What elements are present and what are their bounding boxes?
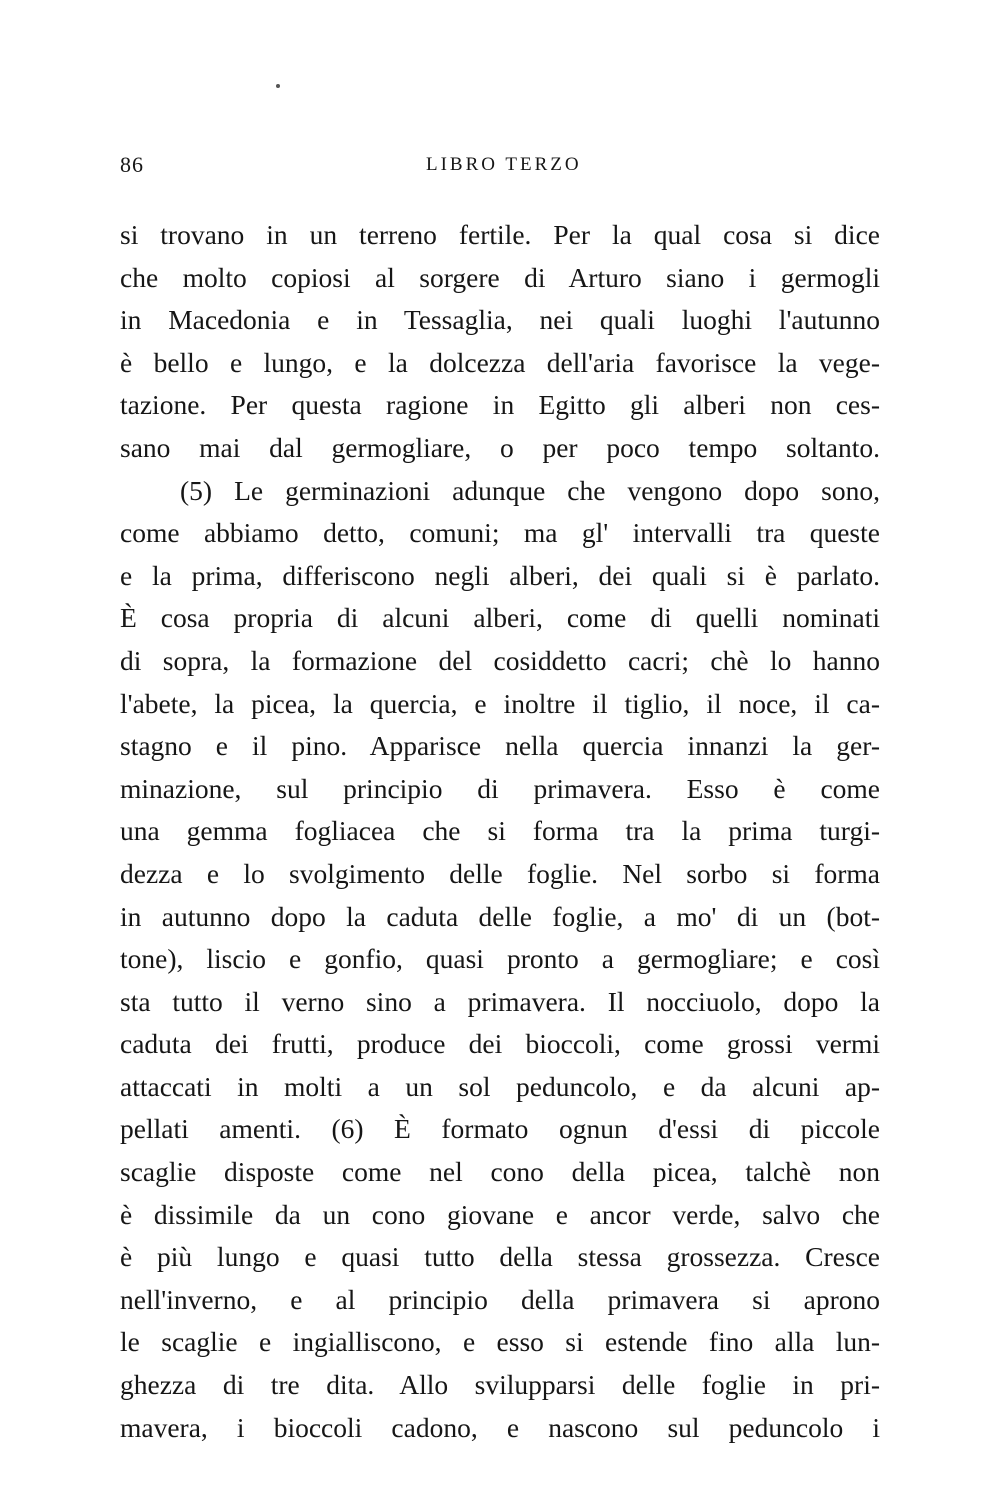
text-line: attaccati in molti a un sol peduncolo, e da alcuni ap- — [120, 1070, 880, 1102]
text-line: le scaglie e ingialliscono, e esso si estende fino alla lun- — [120, 1326, 880, 1358]
text-line: si trovano in un terreno fertile. Per la qual cosa si dice — [120, 219, 880, 250]
text-line: scaglie disposte come nel cono della picea, talchè non — [120, 1156, 880, 1188]
text-line: in Macedonia e in Tessaglia, nei quali luoghi l'autunno — [120, 304, 880, 336]
text-line: (5) Le germinazioni adunque che vengono dopo sono, — [180, 474, 880, 506]
text-line: l'abete, la picea, la quercia, e inoltre il tiglio, il noce, il ca- — [120, 687, 880, 719]
text-line: è dissimile da un cono giovane e ancor verde, salvo che — [120, 1198, 880, 1230]
text-line: ghezza di tre dita. Allo svilupparsi delle foglie in pri- — [120, 1369, 880, 1401]
text-line: pellati amenti. (6) È formato ognun d'essi di piccole — [120, 1113, 880, 1145]
text-line: È cosa propria di alcuni alberi, come di quelli nominati — [120, 602, 880, 634]
text-line: nell'inverno, e al principio della primavera si aprono — [120, 1283, 880, 1315]
text-line: tone), liscio e gonfio, quasi pronto a germogliare; e così — [120, 943, 880, 975]
running-head: LIBRO TERZO — [426, 154, 582, 175]
text-line: è più lungo e quasi tutto della stessa grossezza. Cresce — [120, 1241, 880, 1273]
text-line: stagno e il pino. Apparisce nella quercia innanzi la ger- — [120, 730, 880, 762]
text-line: in autunno dopo la caduta delle foglie, a mo' di un (bot- — [120, 900, 880, 932]
text-line: di sopra, la formazione del cosiddetto cacri; chè lo hanno — [120, 644, 880, 676]
text-line: caduta dei frutti, produce dei bioccoli, come grossi vermi — [120, 1028, 880, 1060]
text-line: come abbiamo detto, comuni; ma gl' intervalli tra queste — [120, 517, 880, 549]
page-header — [120, 152, 880, 182]
text-line: che molto copiosi al sorgere di Arturo siano i germogli — [120, 261, 880, 293]
text-line: sano mai dal germogliare, o per poco tempo soltanto. — [120, 431, 880, 463]
text-line: una gemma fogliacea che si forma tra la prima turgi- — [120, 815, 880, 847]
text-line: mavera, i bioccoli cadono, e nascono sul peduncolo i — [120, 1411, 880, 1443]
text-line: dezza e lo svolgimento delle foglie. Nel sorbo si forma — [120, 857, 880, 889]
text-line: tazione. Per questa ragione in Egitto gli alberi non ces- — [120, 389, 880, 421]
text-line: è bello e lungo, e la dolcezza dell'aria favorisce la vege- — [120, 346, 880, 378]
text-line: minazione, sul principio di primavera. Esso è come — [120, 772, 880, 804]
text-line: e la prima, differiscono negli alberi, dei quali si è parlato. — [120, 559, 880, 591]
ink-speck — [276, 84, 280, 88]
body-text — [120, 214, 880, 1449]
page-number: 86 — [120, 152, 144, 177]
text-line: sta tutto il verno sino a primavera. Il nocciuolo, dopo la — [120, 985, 880, 1017]
